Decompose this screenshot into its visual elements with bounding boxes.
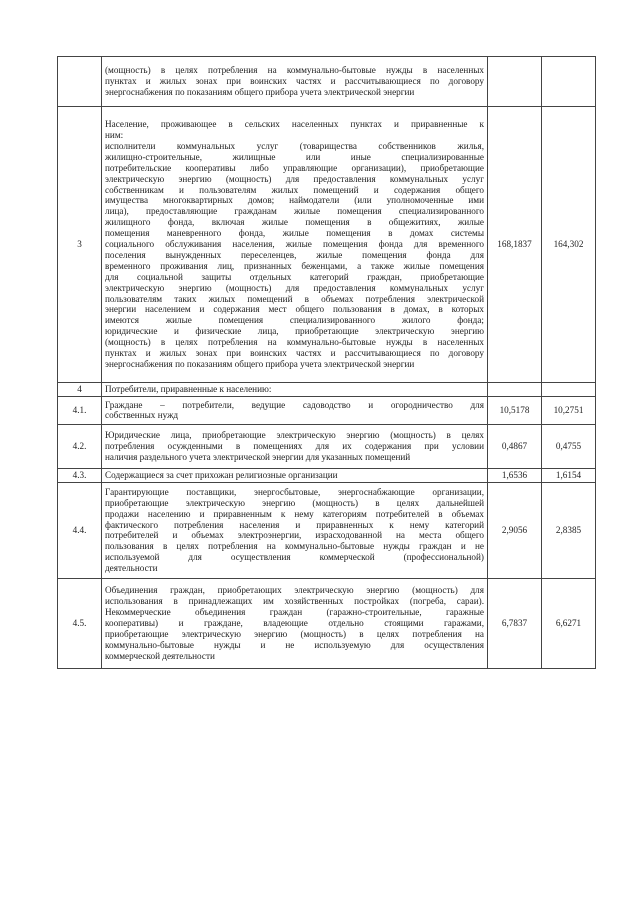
consumer-description (102, 107, 488, 383)
description-line: собственных нужд (105, 410, 179, 421)
description-line: пунктах и жилых зонах при воинских частях и рассчитывающиеся по договору (105, 76, 484, 87)
row-number: 3 (58, 107, 102, 383)
description-line: Граждане – потребители, ведущие садоводство и огородничество для (105, 399, 484, 410)
description-line: продажи населению и приравненным к нему категориям потребителей в объемах (105, 508, 484, 519)
description-line: Гарантирующие поставщики, энергосбытовые, энергоснабжающие организации, (105, 486, 484, 497)
description-line: коммунально-бытовые нужды и не используемую для осуществления (105, 639, 484, 650)
rate-value-v2: 1,6154 (542, 468, 596, 482)
rate-value-v1: 2,9056 (488, 482, 542, 578)
description-line: пользования в целях потребления на коммунально-бытовые нужды граждан и не (105, 541, 484, 552)
description-line: ним: (105, 129, 124, 140)
description-line: Некоммерческие объединения граждан (гаражно-строительные, гаражные (105, 607, 484, 618)
description-line: имеются жилые помещения специализированного жилого фонда; (105, 315, 484, 326)
tariff-table-body (58, 57, 596, 669)
rate-value-v2: 0,4755 (542, 424, 596, 468)
description-line: исполнители коммунальных услуг (товарищества собственников жилья, (105, 140, 484, 151)
consumer-description (102, 383, 488, 397)
table-row (58, 424, 596, 468)
consumer-description (102, 468, 488, 482)
rate-value-v2: 164,302 (542, 107, 596, 383)
description-line: использования в принадлежащих им хозяйственных постройках (погреба, сараи). (105, 596, 484, 607)
table-row (58, 578, 596, 668)
description-line: энергии населением и содержания мест общего пользования в домах, в которых (105, 304, 484, 315)
row-number: 4.1. (58, 396, 102, 424)
rate-value-v1: 1,6536 (488, 468, 542, 482)
row-number: 4.3. (58, 468, 102, 482)
table-row (58, 468, 596, 482)
description-line: пунктах и жилых зонах при воинских частях и рассчитывающиеся по договору (105, 348, 484, 359)
description-line: собственникам и пользователям жилых помещений и содержания общего (105, 184, 484, 195)
description-line: электрическую энергию (мощность) для предоставления коммунальных услуг (105, 282, 484, 293)
description-line: для социальной защиты отдельных категорий граждан, приобретающие (105, 271, 484, 282)
description-line: лица), предоставляющие гражданам жилые помещения специализированного (105, 206, 484, 217)
rate-value-v1: 0,4867 (488, 424, 542, 468)
description-line: (мощность) в целях потребления на коммунально-бытовые нужды в населенных (105, 65, 484, 76)
description-line: юридические и физические лица, приобретающие электрическую энергию (105, 326, 484, 337)
description-line: фактического потребления населения и приравненных к нему категорий (105, 519, 484, 530)
description-line: приобретающие электрическую энергию (мощность) в целях дальнейшей (105, 497, 484, 508)
description-line: кооперативы) и граждане, владеющие отдельно стоящими гаражами, (105, 617, 484, 628)
description-line: Потребители, приравненные к населению: (105, 384, 272, 394)
rate-value-v2: 2,8385 (542, 482, 596, 578)
description-line: временного проживания лиц, признанных беженцами, а также жилые помещения (105, 260, 484, 271)
description-line: жилищно-строительные, жилищные или иные специализированные (105, 151, 484, 162)
rate-value-v1: 6,7837 (488, 578, 542, 668)
consumer-description (102, 396, 488, 424)
description-line: потребительские кооперативы либо управляющие организации), приобретающие (105, 162, 484, 173)
table-row (58, 57, 596, 107)
description-line: Объединения граждан, приобретающих электрическую энергию (мощность) для (105, 585, 484, 596)
description-line: коммерческой деятельности (105, 650, 215, 661)
rate-value-v1: 10,5178 (488, 396, 542, 424)
consumer-description (102, 57, 488, 107)
description-line: жилищного фонда, включая жилые помещения в общежитиях, жилые (105, 217, 484, 228)
description-line: социального обслуживания населения, жилые помещения фонда для временного (105, 239, 484, 250)
table-row (58, 482, 596, 578)
description-line: наличия раздельного учета электрической энергии для указанных помещений (105, 451, 411, 462)
table-row (58, 107, 596, 383)
description-line: энергоснабжения по показаниям общего прибора учета электрической энергии (105, 359, 415, 370)
row-number: 4.2. (58, 424, 102, 468)
rate-value-v2 (542, 383, 596, 397)
rate-value-v1 (488, 383, 542, 397)
rate-value-v1 (488, 57, 542, 107)
description-line: электрическую энергию (мощность) для предоставления коммунальных услуг (105, 173, 484, 184)
description-line: потребления осужденными в помещениях для их содержания при условии (105, 440, 484, 451)
rate-value-v1: 168,1837 (488, 107, 542, 383)
consumer-description (102, 482, 488, 578)
description-line: потребителей и объемах электроэнергии, израсходованной на места общего (105, 530, 484, 541)
rate-value-v2: 6,6271 (542, 578, 596, 668)
description-line: пользователям таких жилых помещений в объемах потребления электрической (105, 293, 484, 304)
row-number (58, 57, 102, 107)
description-line: используемой для осуществления коммерческой (профессиональной) (105, 552, 484, 563)
row-number: 4 (58, 383, 102, 397)
description-line: Население, проживающее в сельских населенных пунктах и приравненные к (105, 119, 484, 130)
description-line: (мощность) в целях потребления на коммунально-бытовые нужды в населенных (105, 337, 484, 348)
consumer-description (102, 424, 488, 468)
description-line: деятельности (105, 563, 158, 574)
row-number: 4.5. (58, 578, 102, 668)
description-line: Юридические лица, приобретающие электрическую энергию (мощность) в целях (105, 430, 484, 441)
description-line: поселения вынужденных переселенцев, жилые помещения фонда для (105, 249, 484, 260)
row-number: 4.4. (58, 482, 102, 578)
tariff-table (57, 56, 596, 669)
consumer-description (102, 578, 488, 668)
table-row (58, 396, 596, 424)
description-line: Содержащиеся за счет прихожан религиозные организации (105, 469, 338, 480)
description-line: энергоснабжения по показаниям общего прибора учета электрической энергии (105, 86, 415, 97)
rate-value-v2 (542, 57, 596, 107)
description-line: приобретающие электрическую энергию (мощность) в целях потребления на (105, 628, 484, 639)
rate-value-v2: 10,2751 (542, 396, 596, 424)
description-line: помещения маневренного фонда, жилые помещения в домах системы (105, 228, 484, 239)
table-row (58, 383, 596, 397)
description-line: имущества многоквартирных домов; наймодатели (или уполномоченные ими (105, 195, 484, 206)
